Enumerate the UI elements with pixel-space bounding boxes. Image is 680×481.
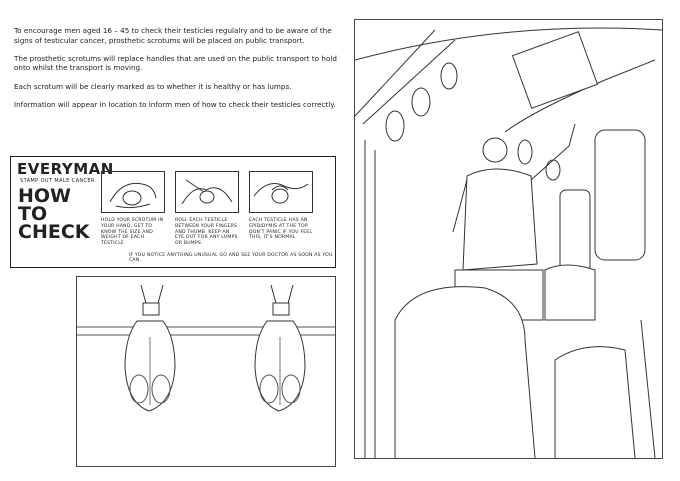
intro-text [14, 26, 344, 118]
step-3-text: EACH TESTICLE HAS AN EPIDIDYMIS AT THE TOP. DON'T PANIC IF YOU FEEL THIS, IT'S NORMAL [249, 218, 313, 241]
bus-windows [560, 130, 645, 280]
step-2-text: ROLL EACH TESTICLE BETWEEN YOUR FINGERS AND THUMB. KEEP AN EYE OUT FOR ANY LUMPS OR BUMPS [175, 218, 238, 247]
step-1-illustration [101, 171, 165, 213]
poster-heading-line: CHECK [18, 221, 90, 243]
intro-paragraph-4: Information will appear in location to inform men of how to check their testicles correctly. [14, 99, 336, 109]
poster-heading-line: TO [18, 203, 48, 225]
step-1-text: HOLD YOUR SCROTUM IN YOUR HAND, GET TO KNOW THE SIZE AND WEIGHT OF EACH TESTICLE [101, 218, 164, 247]
handle-closeup-illustration [76, 276, 336, 467]
poster-heading-line: HOW [18, 185, 72, 207]
scrotum-handle-right [255, 285, 305, 411]
how-to-check-poster [10, 156, 336, 268]
doctor-notice: IF YOU NOTICE ANYTHING UNUSUAL GO AND SEE YOUR DOCTOR AS SOON AS YOU CAN. [129, 253, 333, 263]
step-2-illustration [175, 171, 239, 213]
scrotum-handle-left [125, 285, 175, 411]
poster-heading [18, 187, 98, 241]
step-3-illustration [249, 171, 313, 213]
bus-interior-illustration [354, 19, 663, 459]
intro-paragraph-2: The prosthetic scrotums will replace handles that are used on the public transport to hold onto whilst the transport is moving. [14, 53, 337, 73]
poster-brand: EVERYMAN [17, 160, 114, 178]
intro-paragraph-3: Each scrotum will be clearly marked as to whether it is healthy or has lumps. [14, 81, 292, 91]
intro-paragraph-1: To encourage men aged 16 – 45 to check their testicles regulalry and to be aware of the signs of testicular cancer, prosthetic scrotums will be placed on public transport. [14, 26, 332, 45]
poster-tagline: STAMP OUT MALE CANCER [20, 178, 95, 184]
